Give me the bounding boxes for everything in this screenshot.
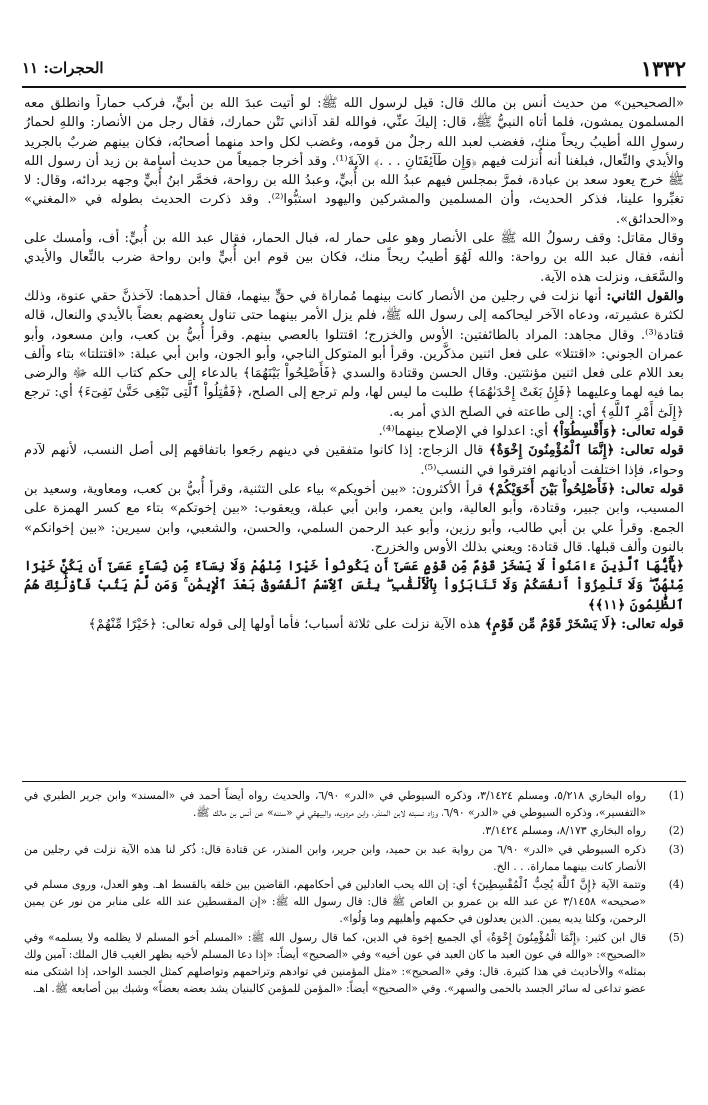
footnote — [24, 841, 684, 875]
running-title: الحجرات: ١١ — [22, 59, 104, 77]
paragraph-6-text: قرأ الأكثرون: «بين أخويكم» بياء على التثنية، وقرأ أُبيُّ بن كعب، ومعاوية، وسعيد بن المسيب، وابن جبير، وقتادة، وأبو العالية، وابن يعمر، وابن أبي عبلة، ويعقوب: «بين إخوتكم» بتاء مع كسر الهمزة على الجمع. وقرأ علي بن أبي طالب، وأبو رزين، وأبو عبد الرحمن السلمي، والحسن، والشعبي، وابن سيرين: «بين إخوانكم» بالنون وألف قبلها. قال قتادة: ويعني بذلك الأوس والخزرج. — [24, 481, 684, 555]
footnote — [24, 787, 684, 821]
footnote — [24, 876, 684, 928]
verse-block: ﴿يَٰٓأَيُّهَا ٱلَّذِينَ ءَامَنُواْ لَا يَسْخَرْ قَوْمٌ مِّن قَوْمٍ عَسَىٰٓ أَن يَكُونُواْ خَيْرًا مِّنْهُمْ وَلَا نِسَآءٌ مِّن نِّسَآءٍ عَسَىٰٓ أَن يَكُنَّ خَيْرًا مِّنْهُنَّ ۖ وَلَا تَلْمِزُوٓاْ أَنفُسَكُمْ وَلَا تَنَابَزُواْ بِٱلْأَلْقَٰبِ ۖ بِئْسَ ٱلِٱسْمُ ٱلْفُسُوقُ بَعْدَ ٱلْإِيمَٰنِ ۚ وَمَن لَّمْ يَتُبْ فَأُوْلَٰٓئِكَ هُمُ ٱلظَّٰلِمُونَ ﴿١١﴾﴾ — [24, 559, 684, 613]
footnotes — [24, 787, 684, 1093]
paragraph-5-text: قال الزجاج: إذا كانوا متفقين في دينهم رجَعوا باتفاقهم إلى أصل النسب، لأنهم لآدم وحواء، فإذا اختلفت أديانهم افترقوا في النسب⁽⁵⁾. — [24, 443, 684, 478]
quran-quote: ﴿فَأَصْلِحُواْ بَيْنَ أَخَوَيْكُمْ﴾ — [488, 481, 616, 497]
footnote-number: (4) — [668, 878, 684, 892]
paragraph-4 — [24, 422, 684, 441]
qawluhu-label: قوله تعالى: — [621, 617, 684, 633]
paragraph-3 — [24, 287, 684, 422]
paragraph-4-text: أي: اعدلوا في الإصلاح بينهما⁽⁴⁾. — [378, 424, 548, 440]
footnote — [24, 929, 684, 998]
quran-quote: ﴿وَأَقْسِطُوٓاْ﴾ — [552, 424, 618, 440]
page-header — [22, 56, 686, 82]
main-text — [24, 94, 684, 766]
paragraph-1: «الصحيحين» من حديث أنس بن مالك قال: قيل لرسول الله ﷺ: لو أتيت عبدَ الله بن أُبيٍّ، فركب حماراً وانطلق معه المسلمون يمشون، فلما أتاه النبيُّ ﷺ، قال: إليكَ عنِّي، فوالله لقد آذاني نَتْن حمارك، فقال رجل من الأنصار: واللهِ لحمارُ رسولِ الله أطيبُ ريحاً منك، فغضب لعبد الله رجلٌ من قومه، وغضب لكل واحد منهما أصحابُه، فكان بينهم ضربٌ بالجريد والأيدي والنِّعال، فبلغنا أنه أُنزلت فيهم ﴿وَإِن طَآئِفَتَانِ . . .﴾ الآيةَ⁽¹⁾. وقد أخرجا جميعاً من حديث أسامة بن زيد أن رسول الله ﷺ خرج يعود سعد بن عبادة، فمرَّ بمجلس فيهم عبدُ الله بن أُبيٍّ، وعبدُ الله بن رواحة، فخمَّر ابنُ أُبيٍّ وجهه بردائه، وقال: لا تغبِّروا علينا، فذكر الحديث، وأن المسلمين والمشركين واليهود استبُّوا⁽²⁾. وقد ذكرت الحديث بطوله في «المغني» و«الحدائق». — [24, 96, 684, 227]
paragraph-2: وقال مقاتل: وقف رسولُ الله ﷺ على الأنصار وهو على حمار له، فبال الحمار، فقال عبد الله بن أُبيٍّ: أف، وأمسك على أنفه، فقال عبد الله بن رواحة: والله لَهُوَ أطيبُ ريحاً منك، فكان بين قوم ابن أُبيٍّ وابن رواحة ضرب بالنِّعال والأيدي والسَّعَف، ونزلت هذه الآية. — [24, 231, 684, 285]
second-opinion-label: والقول الثاني: — [606, 288, 684, 304]
page-number: ١٣٣٢ — [640, 56, 686, 81]
paragraph-7 — [24, 615, 684, 634]
footnote-text: ذكره السيوطي في «الدر» ٦/٩٠ من رواية عبد بن حميد، وابن جرير، وابن المنذر، عن قتادة قال: ذُكر لنا هذه الآية نزلت في رجلين من الأنصار كانت بينهما مماراة. . . الخ. — [24, 842, 646, 873]
footnote — [24, 822, 684, 839]
footnote-text: رواه البخاري ٥/٢١٨، ومسلم ٣/١٤٢٤، وذكره السيوطي في «الدر» ٦/٩٠، والحديث رواه أيضاً أحمد في «المسند» وابن جرير الطبري في «التفسير»، وذكره السيوطي في «الدر» ٦/٩٠، وزاد نسبته لابن المنذر، وابن مردويه، والبيهقي في «سننه» عن أنس بن مالك ﷺ. — [24, 789, 646, 820]
footnote-text: رواه البخاري ٨/١٧٣، ومسلم ٣/١٤٢٤. — [481, 824, 646, 838]
footnote-text: وتتمة الآية ﴿إِنَّ ٱللَّهَ يُحِبُّ ٱلْمُقْسِطِينَ﴾ أي: إن الله يحب العادلين في أحكامهم، القاضين بين خلقه بالقسط اهـ. وهو العدل، وروى مسلم في «صحيحه» ٣/١٤٥٨ عن عبد الله بن عمرو بن العاص ﷺ قال: قال رسول الله ﷺ: «إن المقسطين عند الله على منابر من نور عن يمين الرحمن، وكلتا يديه يمين. الذين يعدلون في حكمهم وأهليهم وما وَلُوا». — [24, 878, 646, 926]
quran-quote: ﴿لَا يَسْخَرْ قَوْمٌ مِّن قَوْمٍ﴾ — [484, 617, 618, 633]
footnote-text: قال ابن كثير: ﴿إِنَّمَا ٱلْمُؤْمِنُونَ إِخْوَةٌ﴾ أي الجميع إخوة في الدين، كما قال رسول الله ﷺ: «المسلم أخو المسلم لا يظلمه ولا يسلمه» وفي «الصحيح»: «والله في عون العبد ما كان العبد في عون أخيه» وفي «الصحيح» أيضاً: «إذا دعا المسلم لأخيه بظهر الغيب قال الملك: آمين ولك بمثله» والأحاديث في هذا كثيرة. قال: وفي «الصحيح»: «مثل المؤمنين في توادهم وتراحمهم وتواصلهم كمثل الجسد الواحد، إذا اشتكى منه عضو تداعى له سائر الجسد بالحمى والسهر». وفي «الصحيح» أيضاً: «المؤمن للمؤمن كالبنيان يشد بعضه بعضاً» وشبك بين أصابعه ﷺ. اهـ. — [24, 930, 646, 996]
paragraph-5 — [24, 441, 684, 480]
footnote-number: (1) — [668, 789, 684, 802]
qawluhu-label: قوله تعالى: — [621, 424, 684, 440]
qawluhu-label: قوله تعالى: — [619, 443, 684, 459]
footnote-number: (2) — [668, 824, 684, 838]
footnote-number: (3) — [668, 842, 684, 856]
footnote-rule — [22, 781, 686, 782]
paragraph-6 — [24, 480, 684, 557]
paragraph-3-text: أنها نزلت في رجلين من الأنصار كانت بينهما مُماراة في حقٍّ بينهما، فقال أحدهما: لآخذنَّ حقي عنوة، وذلك لكثرة عشيرته، ودعاه الآخر ليحاكمه إلى رسول الله ﷺ، فلم يزل الأمر بينهما حتى تناول بعضهم بعضاً بالأيدي والنعال، قاله قتادة⁽³⁾. وقال مجاهد: المراد بالطائفتين: الأوس والخزرج؛ اقتتلوا بالعصي بينهم. وقرأ أُبيُّ بن كعب، وابن مسعود، وأبو عمران الجوني: «اقتتلا» على فعل اثنين مذكَّرين. وقرأ أبو المتوكل الناجي، وأبو الجون، وابن أبي عبلة: «اقتتلتا» بتاء وألف بعد اللام على فعل اثنين مؤنثتين. وقال الحسن وقتادة والسدي ﴿فَأَصْلِحُواْ بَيْنَهُمَا﴾ بالدعاء إلى حكم كتاب الله ﷻ والرضى بما فيه لهما وعليهما ﴿فَإِنۢ بَغَتْ إِحْدَىٰهُمَا﴾ طلبت ما ليس لها، ولم ترجع إلى الصلح، ﴿فَقَٰتِلُواْ ٱلَّتِى تَبْغِى حَتَّىٰ تَفِىٓءَ﴾ أي: ترجع ﴿إِلَىٰٓ أَمْرِ ٱللَّهِ﴾ أي: إلى طاعته في الصلح الذي أمر به. — [24, 288, 684, 420]
header-rule — [22, 86, 686, 88]
footnote-number: (5) — [668, 930, 684, 944]
qawluhu-label: قوله تعالى: — [620, 481, 684, 497]
quran-quote: ﴿إِنَّمَا ٱلْمُؤْمِنُونَ إِخْوَةٌ﴾ — [488, 443, 615, 459]
paragraph-7-text: هذه الآية نزلت على ثلاثة أسباب؛ فأما أولها إلى قوله تعالى: ﴿خَيْرًا مِّنْهُمْ﴾ — [88, 617, 481, 633]
